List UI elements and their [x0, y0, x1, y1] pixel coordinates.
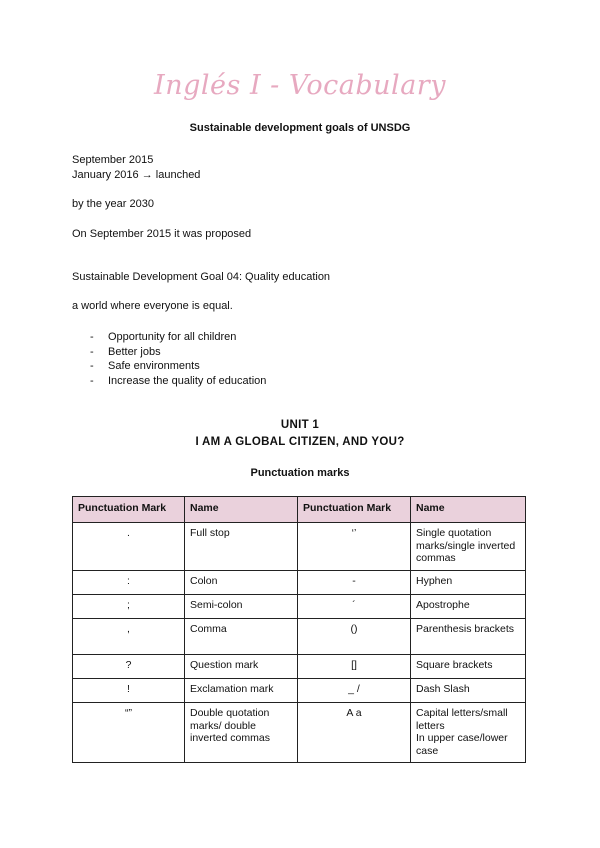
- column-header: Name: [185, 497, 298, 523]
- list-item: - Better jobs: [90, 345, 161, 358]
- table-cell: Apostrophe: [411, 595, 526, 619]
- table-cell: !: [73, 679, 185, 703]
- column-header: Punctuation Mark: [298, 497, 411, 523]
- list-item: - Opportunity for all children: [90, 331, 237, 343]
- table-row: [73, 571, 526, 595]
- table-cell: :: [73, 571, 185, 595]
- table-cell: _ /: [298, 679, 411, 703]
- note-year: by the year 2030: [72, 198, 154, 210]
- table-cell: Double quotation marks/ double inverted commas: [185, 703, 298, 763]
- unit-number: UNIT 1: [280, 419, 320, 431]
- table-cell: ,: [73, 619, 185, 655]
- column-header: Name: [411, 497, 526, 523]
- table-cell: Semi-colon: [185, 595, 298, 619]
- table-cell: Dash Slash: [411, 679, 526, 703]
- table-cell: “”: [73, 703, 185, 763]
- note-date-1: September 2015: [72, 154, 154, 166]
- section-subtitle: Sustainable development goals of UNSDG: [189, 122, 411, 134]
- note-goal: Sustainable Development Goal 04: Quality education: [72, 271, 331, 283]
- table-header-row: [73, 497, 526, 523]
- table-title: Punctuation marks: [250, 467, 350, 479]
- table-cell: ?: [73, 655, 185, 679]
- list-item: - Safe environments: [90, 360, 200, 372]
- list-item: - Increase the quality of education: [90, 374, 267, 387]
- table-cell: Square brackets: [411, 655, 526, 679]
- table-row: [73, 679, 526, 703]
- note-date-2: January 2016 → launched: [72, 169, 201, 181]
- table-cell: ‘’: [298, 523, 411, 571]
- table-cell: -: [298, 571, 411, 595]
- table-cell: Exclamation mark: [185, 679, 298, 703]
- table-cell: Question mark: [185, 655, 298, 679]
- unit-title: I AM A GLOBAL CITIZEN, AND YOU?: [195, 436, 405, 448]
- note-proposed: On September 2015 it was proposed: [72, 228, 252, 240]
- table-cell: Full stop: [185, 523, 298, 571]
- table-row: [73, 595, 526, 619]
- punctuation-table: [72, 496, 526, 763]
- table-row: [73, 703, 526, 763]
- table-row: [73, 523, 526, 571]
- table-row: [73, 619, 526, 655]
- table-cell: []: [298, 655, 411, 679]
- table-cell: (): [298, 619, 411, 655]
- table-cell: .: [73, 523, 185, 571]
- bullet-list: [90, 330, 266, 388]
- page-title: Inglés I - Vocabulary: [154, 70, 446, 101]
- table-cell: Single quotation marks/single inverted commas: [411, 523, 526, 571]
- table-cell: Comma: [185, 619, 298, 655]
- table-cell: ;: [73, 595, 185, 619]
- table-cell: Capital letters/small letters In upper case/lower case: [411, 703, 526, 763]
- table-cell: Parenthesis brackets: [411, 619, 526, 655]
- note-world: a world where everyone is equal.: [72, 300, 233, 312]
- table-cell: ´: [298, 595, 411, 619]
- table-cell: A a: [298, 703, 411, 763]
- column-header: Punctuation Mark: [73, 497, 185, 523]
- table-cell: Colon: [185, 571, 298, 595]
- table-row: [73, 655, 526, 679]
- table-cell: Hyphen: [411, 571, 526, 595]
